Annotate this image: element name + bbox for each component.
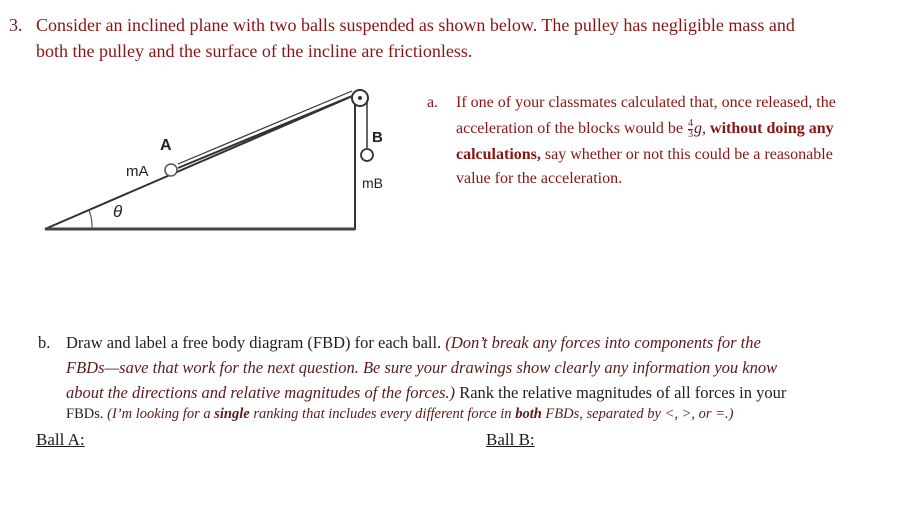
part-a-bold1: without doing any (710, 120, 834, 138)
part-b-line1-italic: (Don’t break any forces into components for the (445, 333, 761, 352)
label-ma: mA (126, 163, 149, 180)
ball-b-answer-label: Ball B: (486, 430, 535, 449)
label-mb: mB (362, 175, 383, 191)
part-b-line2: FBDs—save that work for the next question. Be sure your drawings show clearly any information you know (66, 358, 778, 377)
question-number: 3. (9, 15, 23, 35)
part-a-line2-text: acceleration of the blocks would be (456, 120, 684, 138)
part-a-line1: If one of your classmates calculated that, once released, the (456, 94, 836, 111)
part-b-line3 (66, 383, 786, 403)
part-a-bold2: calculations, (456, 146, 541, 163)
part-b-line4-italic3: FBDs, separated by <, >, or =.) (545, 406, 734, 422)
part-b-line1 (66, 333, 761, 353)
ball-a-icon (165, 164, 177, 176)
ball-b-icon (361, 149, 373, 161)
ball-a-answer-label: Ball A: (36, 430, 85, 449)
part-b-line3-italic: about the directions and relative magnitudes of the forces.) (66, 383, 456, 402)
question-text-line1: Consider an inclined plane with two balls suspended as shown below. The pulley has negligible mass and (36, 15, 795, 35)
part-b-line4-bold1: single (214, 406, 250, 422)
part-b-line4-pre: FBDs. (66, 406, 104, 422)
part-b-line1-text: Draw and label a free body diagram (FBD) for each ball. (66, 333, 442, 352)
part-b-line4-italic2: ranking that includes every different force in (253, 406, 512, 422)
part-b-letter: b. (38, 333, 51, 352)
question-text-line2: both the pulley and the surface of the incline are frictionless. (36, 41, 473, 61)
fraction-four-thirds: $\frac{4}{3}$ (688, 118, 694, 140)
part-b-line4-italic1: (I’m looking for a (107, 406, 211, 422)
part-a-letter: a. (427, 94, 439, 111)
incline-triangle (45, 95, 355, 229)
part-b-line4-bold2: both (515, 406, 542, 422)
part-b-line4 (66, 406, 733, 423)
label-theta: θ (113, 202, 123, 221)
part-a-line2 (456, 119, 834, 140)
label-b: B (372, 129, 383, 146)
part-a-line3 (456, 146, 833, 164)
part-b-line3-rest: Rank the relative magnitudes of all forces in your (459, 383, 787, 402)
incline-diagram (0, 0, 420, 240)
part-a-g: g, (694, 120, 707, 138)
part-a-line4: value for the acceleration. (456, 170, 623, 187)
label-a: A (160, 137, 172, 154)
part-a-line3-rest: say whether or not this could be a reasonable (544, 146, 833, 163)
